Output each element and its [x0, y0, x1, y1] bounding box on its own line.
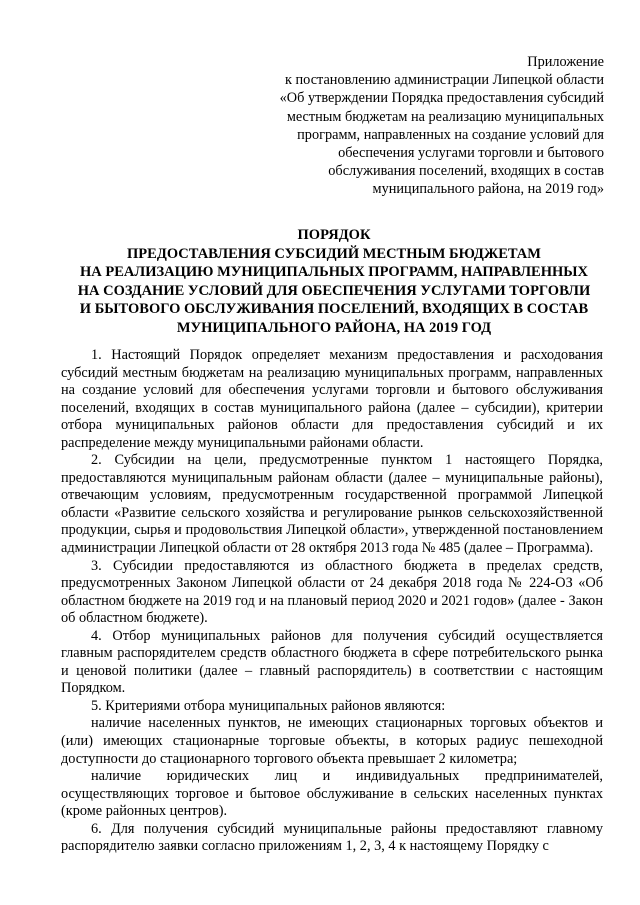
title-line: ПРЕДОСТАВЛЕНИЯ СУБСИДИЙ МЕСТНЫМ БЮДЖЕТАМ: [127, 245, 541, 262]
paragraph-1: 1. Настоящий Порядок определяет механизм предоставления и расходования субсидий местным бюджетам на реализацию муниципальных программ, направленных на создание условий для обеспечения услугами торговли и бытового обслуживания поселений, входящих в состав муниципального района (далее – субсидии), критерии отбора муниципальных районов области для предоставления субсидий и их распределение между муниципальными районами области.: [61, 347, 603, 451]
criterion-2: наличие юридических лиц и индивидуальных предпринимателей, осуществляющих торговое и бытовое обслуживание в сельских населенных пунктах (кроме районных центров).: [61, 768, 603, 820]
document-body: [61, 347, 603, 856]
appendix-line: местным бюджетам на реализацию муниципальных: [286, 108, 604, 125]
title-line: НА СОЗДАНИЕ УСЛОВИЙ ДЛЯ ОБЕСПЕЧЕНИЯ УСЛУГАМИ ТОРГОВЛИ: [77, 282, 591, 299]
appendix-line: «Об утверждении Порядка предоставления субсидий: [279, 90, 604, 107]
title-line: ПОРЯДОК: [297, 227, 371, 243]
criterion-1: наличие населенных пунктов, не имеющих стационарных торговых объектов и (или) имеющих стационарные торговые объекты, в которых радиус пешеходной доступности до стационарного торгового объекта превышает 2 километра;: [61, 715, 603, 767]
title-line: МУНИЦИПАЛЬНОГО РАЙОНА, НА 2019 ГОД: [176, 319, 492, 336]
appendix-line: к постановлению администрации Липецкой области: [285, 72, 604, 89]
appendix-line: программ, направленных на создание условий для: [297, 126, 604, 143]
appendix-header: [250, 53, 604, 199]
document-title: [50, 226, 618, 338]
appendix-line: обслуживания поселений, входящих в состав: [328, 163, 604, 180]
paragraph-4: 4. Отбор муниципальных районов для получения субсидий осуществляется главным распорядителем средств областного бюджета в сфере потребительского рынка и ценовой политики (далее – главный распорядитель) в соответствии с настоящим Порядком.: [61, 627, 603, 697]
paragraph-5: 5. Критериями отбора муниципальных районов являются:: [91, 697, 446, 714]
title-line: И БЫТОВОГО ОБСЛУЖИВАНИЯ ПОСЕЛЕНИЙ, ВХОДЯЩИХ В СОСТАВ: [79, 301, 589, 318]
appendix-line: обеспечения услугами торговли и бытового: [338, 145, 604, 162]
paragraph-6: 6. Для получения субсидий муниципальные районы предоставляют главному распорядителю заявки согласно приложениям 1, 2, 3, 4 к настоящему Порядку с: [61, 820, 603, 855]
title-line: НА РЕАЛИЗАЦИЮ МУНИЦИПАЛЬНЫХ ПРОГРАММ, НАПРАВЛЕННЫХ: [80, 264, 588, 281]
appendix-line: муниципального района, на 2019 год»: [372, 181, 604, 198]
appendix-line: Приложение: [527, 54, 604, 70]
paragraph-3: 3. Субсидии предоставляются из областного бюджета в пределах средств, предусмотренных Законом Липецкой области от 24 декабря 2018 года № 224-ОЗ «Об областном бюджете на 2019 год и на плановый период 2020 и 2021 годов» (далее - Закон об областном бюджете).: [61, 557, 603, 627]
paragraph-2: 2. Субсидии на цели, предусмотренные пунктом 1 настоящего Порядка, предоставляются муниципальным районам области (далее – муниципальные районы), отвечающим условиям, предусмотренным государственной программой Липецкой области «Развитие сельского хозяйства и регулирование рынков сельскохозяйственной продукции, сырья и продовольствия Липецкой области», утвержденной постановлением администрации Липецкой области от 28 октября 2013 года № 485 (далее – Программа).: [61, 452, 603, 557]
